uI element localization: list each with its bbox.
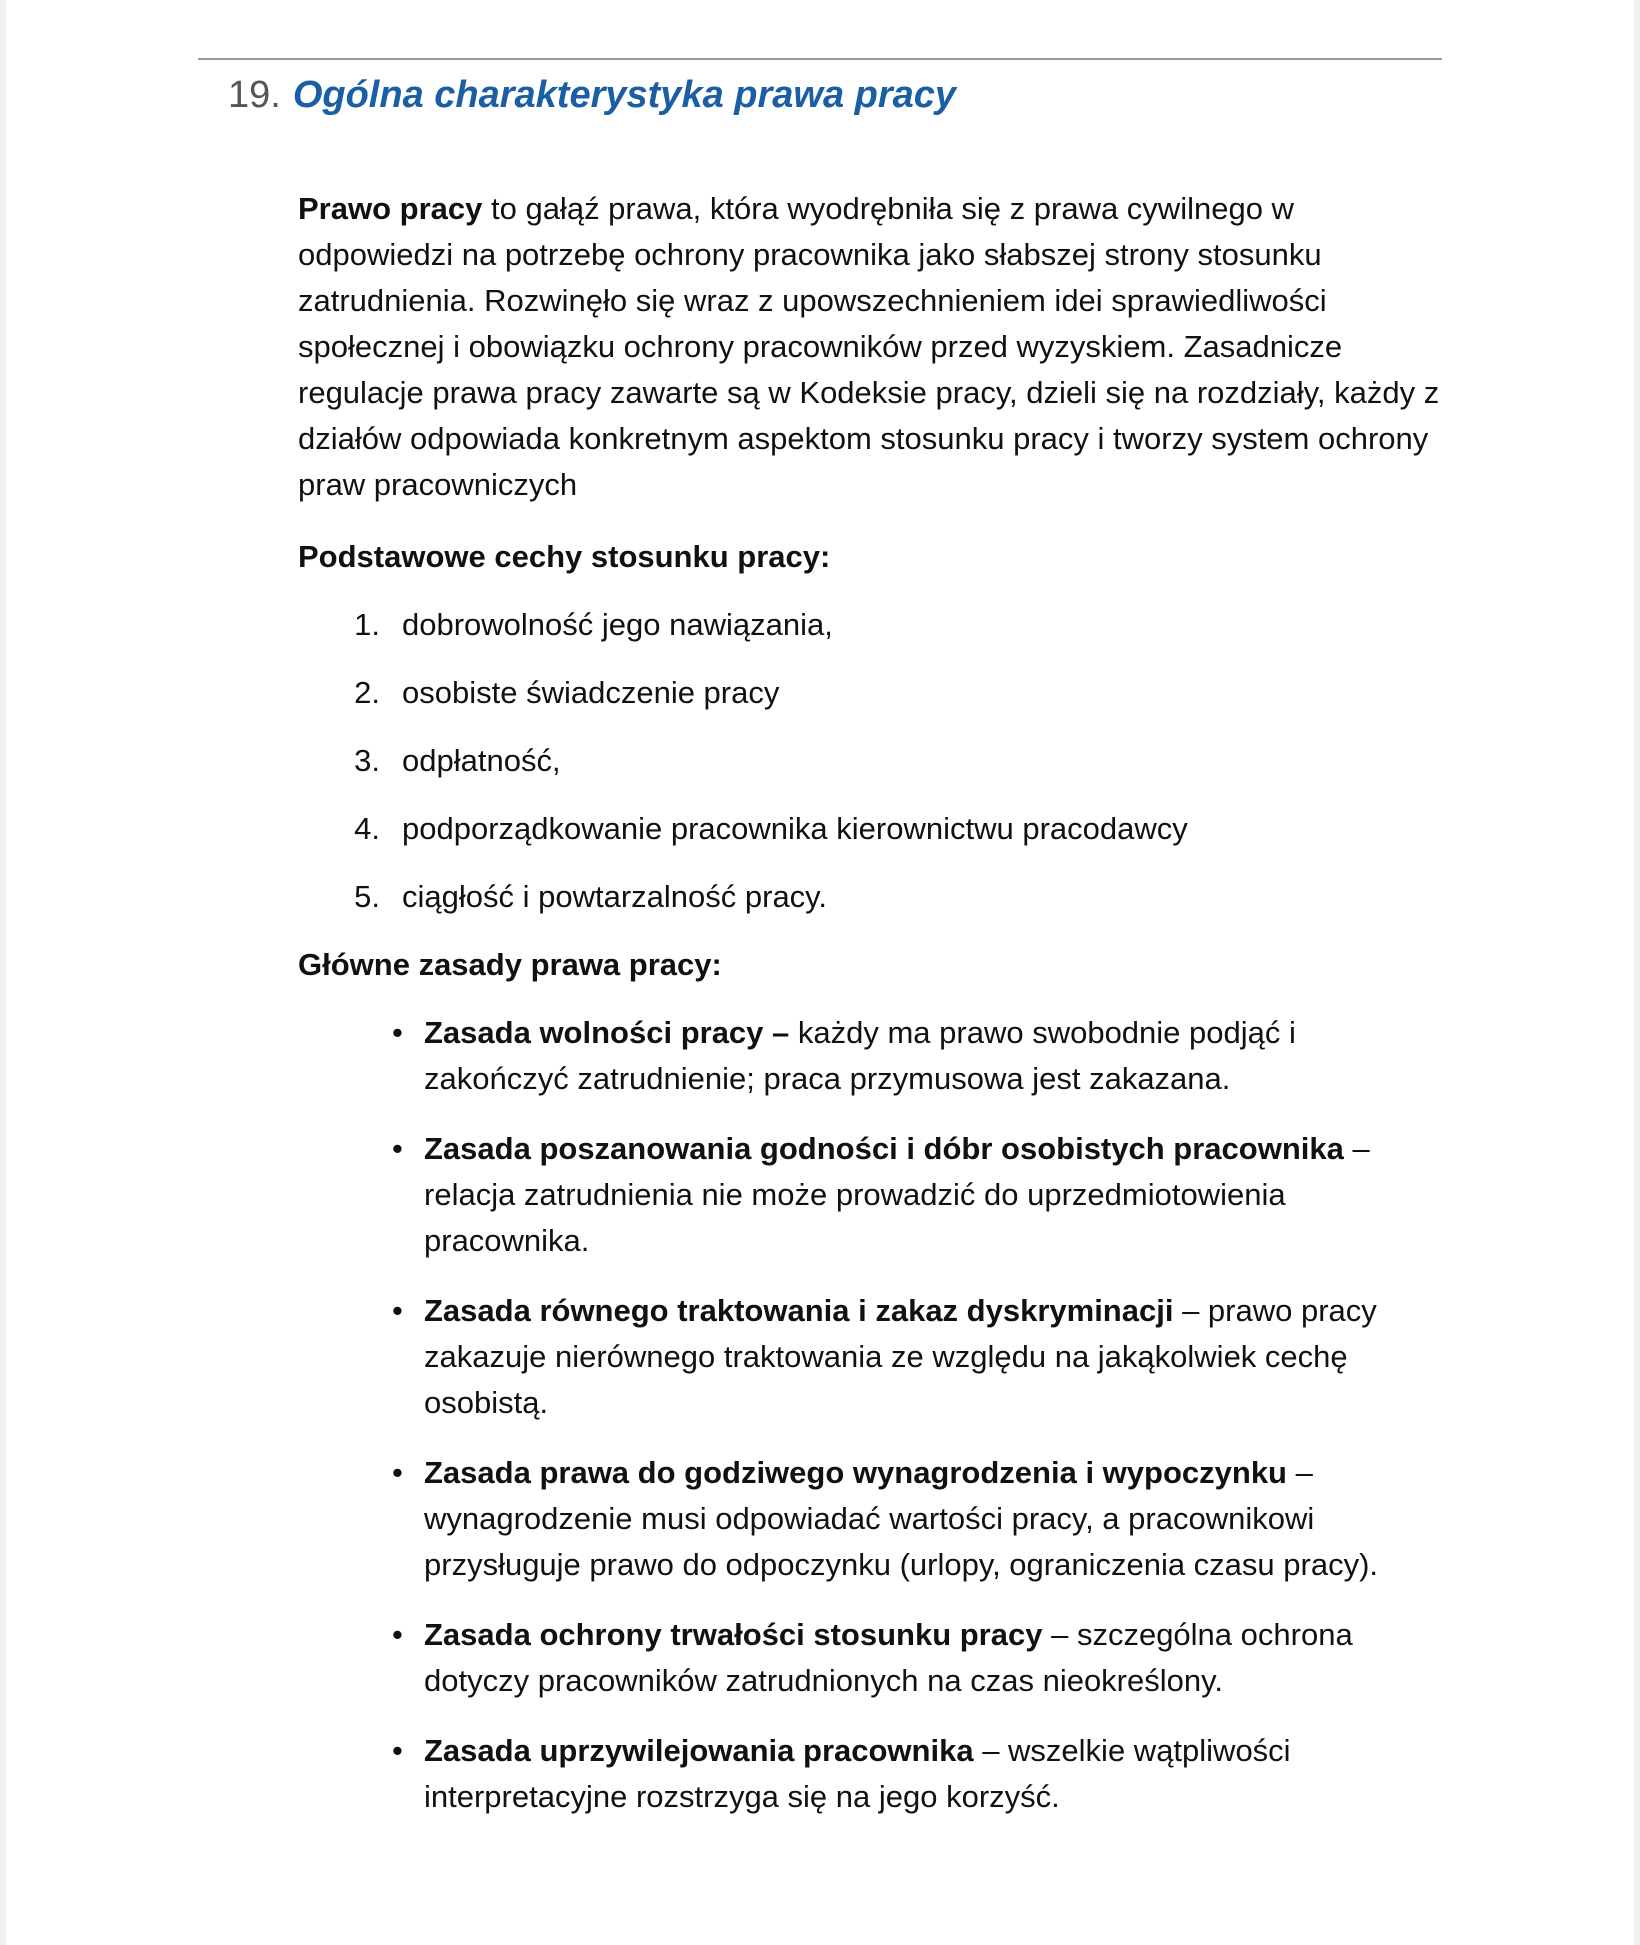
principle-text: – relacja zatrudnienia nie może prowadzić do uprzedmiotowienia pracownika. <box>424 1131 1370 1258</box>
list-item <box>392 1126 1448 1264</box>
principles-heading: Główne zasady prawa pracy: <box>298 947 722 982</box>
principle-name: Zasada uprzywilejowania pracownika <box>424 1733 974 1768</box>
intro-paragraph <box>298 186 1448 508</box>
principles-list <box>298 1010 1448 1820</box>
list-item <box>298 602 1448 648</box>
bullet-icon: • <box>392 1455 403 1490</box>
features-list <box>298 602 1448 920</box>
list-item <box>298 670 1448 716</box>
bullet-icon: • <box>392 1293 403 1328</box>
list-item <box>298 806 1448 852</box>
document-body <box>298 186 1448 1844</box>
bullet-icon: • <box>392 1131 403 1166</box>
bullet-icon: • <box>392 1617 403 1652</box>
features-heading: Podstawowe cechy stosunku pracy: <box>298 539 831 574</box>
section-number: 19. <box>228 74 281 116</box>
list-item <box>392 1450 1448 1588</box>
intro-term: Prawo pracy <box>298 191 483 226</box>
principle-name: Zasada poszanowania godności i dóbr osobistych pracownika <box>424 1131 1344 1166</box>
principle-text: – prawo pracy zakazuje nierównego traktowania ze względu na jakąkolwiek cechę osobistą. <box>424 1293 1377 1420</box>
list-item <box>392 1288 1448 1426</box>
list-item <box>298 874 1448 920</box>
list-item <box>298 738 1448 784</box>
section-title: Ogólna charakterystyka prawa pracy <box>292 74 957 116</box>
list-number: 4 . <box>298 806 402 852</box>
list-number: 1 . <box>298 602 402 648</box>
list-item <box>392 1728 1448 1820</box>
principle-name: Zasada wolności pracy – <box>424 1015 790 1050</box>
principle-name: Zasada ochrony trwałości stosunku pracy <box>424 1617 1043 1652</box>
intro-text: to gałąź prawa, która wyodrębniła się z prawa cywilnego w odpowiedzi na potrzebę ochrony pracownika jako słabszej strony stosunku zatrudnienia. Rozwinęło się wraz z upowszechnieniem idei sprawiedliwości społecznej i obowiązku ochrony pracowników przed wyzyskiem. Zasadnicze regulacje prawa pracy zawarte są w Kodeksie pracy, dzieli się na rozdziały, każdy z działów odpowiada konkretnym aspektom stosunku pracy i tworzy system ochrony praw pracowniczych <box>298 191 1440 502</box>
bullet-icon: • <box>392 1015 403 1050</box>
list-number: 2 . <box>298 670 402 716</box>
page-edge-right <box>1634 0 1640 1945</box>
principle-text: – wynagrodzenie musi odpowiadać wartości pracy, a pracownikowi przysługuje prawo do odpoczynku (urlopy, ograniczenia czasu pracy). <box>424 1455 1379 1582</box>
list-item <box>392 1612 1448 1704</box>
list-item-text: podporządkowanie pracownika kierownictwu pracodawcy <box>402 811 1188 846</box>
list-item-text: odpłatność, <box>402 743 561 778</box>
page-edge-left <box>0 0 6 1945</box>
section-heading <box>228 72 956 118</box>
principle-text: każdy ma prawo swobodnie podjąć i zakończyć zatrudnienie; praca przymusowa jest zakazana. <box>424 1015 1296 1096</box>
list-number: 3 . <box>298 738 402 784</box>
principle-text: – wszelkie wątpliwości interpretacyjne rozstrzyga się na jego korzyść. <box>424 1733 1291 1814</box>
list-item-text: dobrowolność jego nawiązania, <box>402 607 833 642</box>
list-number: 5 . <box>298 874 402 920</box>
list-item-text: osobiste świadczenie pracy <box>402 675 780 710</box>
principle-text: – szczególna ochrona dotyczy pracowników zatrudnionych na czas nieokreślony. <box>424 1617 1353 1698</box>
list-item-text: ciągłość i powtarzalność pracy. <box>402 879 827 914</box>
list-item <box>392 1010 1448 1102</box>
principle-name: Zasada równego traktowania i zakaz dyskryminacji <box>424 1293 1174 1328</box>
bullet-icon: • <box>392 1733 403 1768</box>
top-divider <box>198 58 1442 60</box>
principle-name: Zasada prawa do godziwego wynagrodzenia i wypoczynku <box>424 1455 1287 1490</box>
